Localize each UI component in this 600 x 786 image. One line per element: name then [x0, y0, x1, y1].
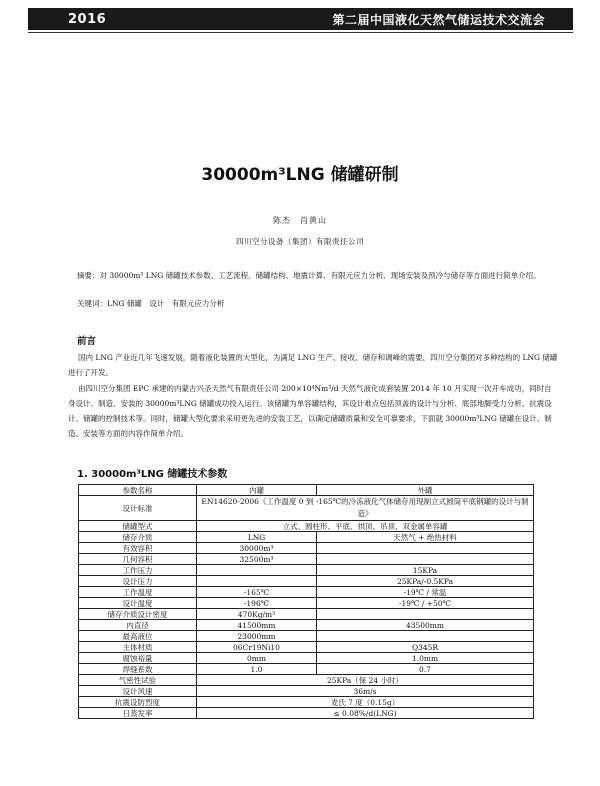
running-header [28, 8, 573, 30]
param-inner-cell: 32500m³ [197, 554, 317, 565]
table-row [79, 598, 534, 609]
preface-paragraph-2: 由四川空分集团 EPC 承建的内蒙古兴圣天然气有限责任公司 200×10⁴Nm³/d 天然气液化成套装置 2014 年 10 月实现一次开车成功，同时自身设计、制造、安装的 30000m³LNG 储罐成功投入运行。该储罐为单容罐结构，其设计难点包括顶盖的设计与分析、底部地脚受力分析、抗震设计、储罐的控制技术等。同时，储罐大型化要求采用更先进的安装工艺，以确定储罐质量和安全可靠要求，下面就 30000m³LNG 储罐在设计、制造、安装等方面的内容作简单介绍。 [68, 384, 552, 438]
table-row [79, 576, 534, 587]
param-outer-cell: Q345R [317, 642, 534, 653]
design-standard-value: EN14620-2006《工作温度 0 到 -165℃的冷冻液化气体储存用现制立式圆筒平底钢罐的设计与制造》 [197, 496, 534, 521]
table-row [79, 554, 534, 565]
param-outer-cell: 25KPa/-0.5KPa [317, 576, 534, 587]
param-name-cell: 工作压力 [79, 565, 197, 576]
authors: 陈杰 肖黄山 [273, 216, 327, 225]
table-row [79, 642, 534, 653]
header-divider [28, 32, 573, 33]
param-value-cell: 立式、圆柱形、平底、拱顶、吊顶、双金属单容罐 [197, 521, 534, 532]
param-value-cell: 麦氏 7 度（0.15g） [197, 697, 534, 708]
param-outer-cell [317, 554, 534, 565]
preface-paragraph-1: 国内 LNG 产业近几年飞速发展，随着液化装置的大型化，为满足 LNG 生产、接收、储存和调峰的需要，四川空分集团对多种结构的 LNG 储罐进行了开发。 [68, 353, 558, 377]
param-outer-cell: 天然气 + 绝热材料 [317, 532, 534, 543]
table-row [79, 620, 534, 631]
abstract: 摘要：对 30000m³ LNG 储罐技术参数、工艺流程、储罐结构、地震计算、有限元应力分析、现场安装及预冷与储存等方面进行简单介绍。 [77, 271, 541, 280]
table-row [79, 686, 534, 697]
param-outer-cell: 15KPa [317, 565, 534, 576]
param-name-cell: 工作温度 [79, 587, 197, 598]
param-inner-cell: LNG [197, 532, 317, 543]
param-inner-cell: -165℃ [197, 587, 317, 598]
param-name-cell: 内直径 [79, 620, 197, 631]
param-outer-cell [317, 609, 534, 620]
param-inner-cell: 30000m³ [197, 543, 317, 554]
preface-heading: 前言 [77, 336, 97, 347]
param-name-cell: 主体材质 [79, 642, 197, 653]
table-row-design-standard [79, 496, 534, 521]
param-inner-cell: 1.0 [197, 664, 317, 675]
param-name-cell: 抗震设防烈度 [79, 697, 197, 708]
keywords: 关键词：LNG 储罐 设计 有限元应力分析 [77, 299, 225, 308]
param-name-cell: 最高液位 [79, 631, 197, 642]
header-title: 第二届中国液化天然气储运技术交流会 [332, 12, 545, 27]
table-header-row [79, 485, 534, 496]
table-row [79, 631, 534, 642]
table-heading: 1. 30000m³LNG 储罐技术参数 [77, 469, 228, 480]
param-value-cell: 25KPa（保 24 小时） [197, 675, 534, 686]
param-outer-cell: 1.0mm [317, 653, 534, 664]
table-row [79, 664, 534, 675]
param-name-cell: 储罐型式 [79, 521, 197, 532]
param-outer-cell: -19℃ / 常温 [317, 587, 534, 598]
header-cell-name: 参数名称 [79, 485, 197, 496]
param-value-cell: 36m/s [197, 686, 534, 697]
header-year: 2016 [68, 11, 107, 27]
param-inner-cell: -196℃ [197, 598, 317, 609]
param-inner-cell [197, 576, 317, 587]
param-name-cell: 有效容积 [79, 543, 197, 554]
header-cell-outer: 外罐 [317, 485, 534, 496]
table-row [79, 521, 534, 532]
table-row [79, 565, 534, 576]
param-inner-cell: 0mm [197, 653, 317, 664]
param-outer-cell [317, 543, 534, 554]
param-name-cell: 设计风速 [79, 686, 197, 697]
param-inner-cell [197, 565, 317, 576]
param-name-cell: 储存介质设计密度 [79, 609, 197, 620]
paper-title: 30000m³LNG 储罐研制 [201, 165, 399, 185]
param-outer-cell: 43500mm [317, 620, 534, 631]
param-inner-cell: 06Cr19Ni10 [197, 642, 317, 653]
parameters-table [78, 484, 534, 719]
param-name-cell: 设计温度 [79, 598, 197, 609]
param-outer-cell [317, 631, 534, 642]
param-outer-cell: 0.7 [317, 664, 534, 675]
table-row [79, 697, 534, 708]
table-row [79, 609, 534, 620]
design-standard-label: 设计标准 [79, 496, 197, 521]
param-outer-cell: -19℃ / +50℃ [317, 598, 534, 609]
param-inner-cell: 41500mm [197, 620, 317, 631]
affiliation: 四川空分设备（集团）有限责任公司 [236, 237, 364, 246]
table-row [79, 587, 534, 598]
param-inner-cell: 470Kg/m³ [197, 609, 317, 620]
param-name-cell: 设计压力 [79, 576, 197, 587]
header-cell-inner: 内罐 [197, 485, 317, 496]
table-row [79, 675, 534, 686]
table-row [79, 653, 534, 664]
param-name-cell: 几何容积 [79, 554, 197, 565]
table-row [79, 543, 534, 554]
param-name-cell: 气密性试验 [79, 675, 197, 686]
param-name-cell: 储存介质 [79, 532, 197, 543]
param-inner-cell: 23000mm [197, 631, 317, 642]
table-row [79, 708, 534, 719]
param-name-cell: 焊缝系数 [79, 664, 197, 675]
param-name-cell: 腐蚀裕量 [79, 653, 197, 664]
table-row [79, 532, 534, 543]
param-name-cell: 日蒸发率 [79, 708, 197, 719]
param-value-cell: ≤ 0.08%/d(LNG) [197, 708, 534, 719]
